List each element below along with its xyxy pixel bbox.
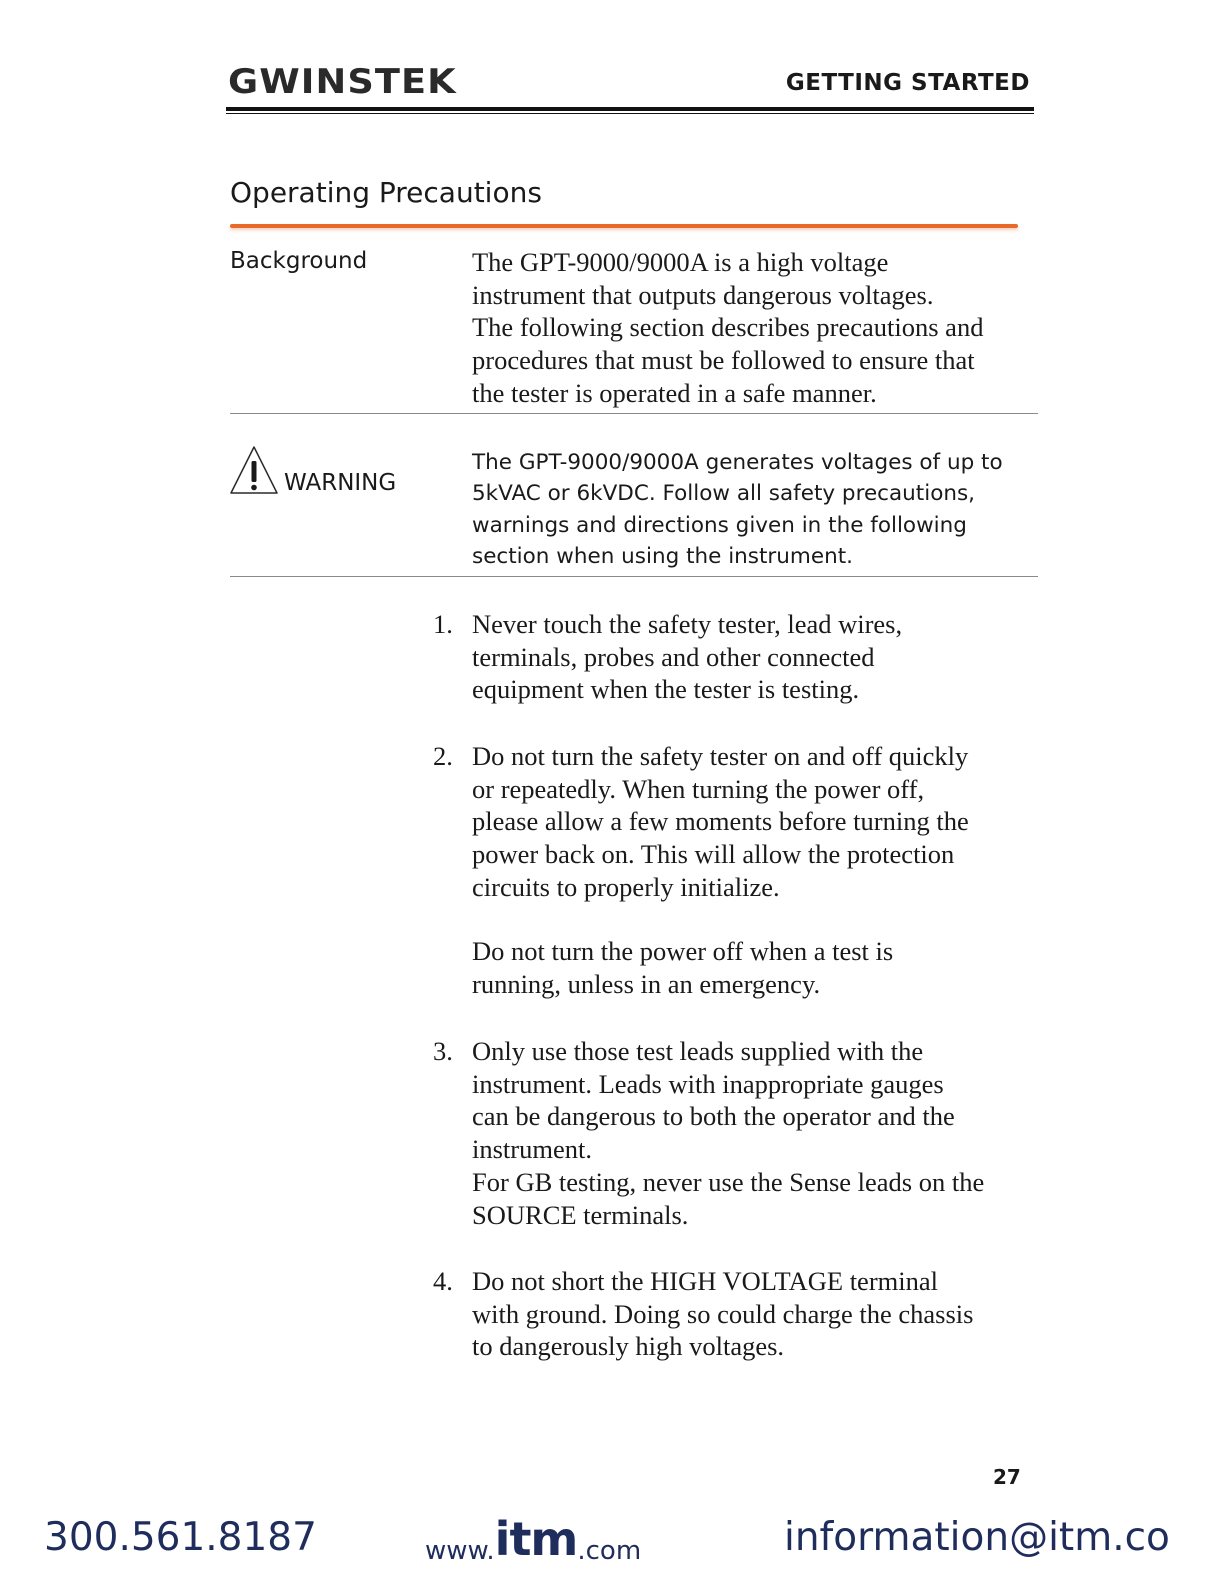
footer-web-prefix: www. xyxy=(425,1536,495,1566)
precaution-item xyxy=(472,1035,1042,1231)
item-line: please allow a few moments before turning the xyxy=(472,806,969,837)
item-line: to dangerously high voltages. xyxy=(472,1331,785,1362)
footer-phone[interactable]: 300.561.8187 xyxy=(44,1515,317,1560)
warning-line: section when using the instrument. xyxy=(472,544,853,570)
item-line: or repeatedly. When turning the power off, xyxy=(472,773,925,804)
item-number: 1. xyxy=(433,609,453,639)
warning-line: warnings and directions given in the following xyxy=(472,512,967,538)
item-line: instrument. Leads with inappropriate gauges xyxy=(472,1068,944,1099)
item-line: equipment when the tester is testing. xyxy=(472,674,860,705)
background-line: the tester is operated in a safe manner. xyxy=(472,377,877,408)
precaution-item xyxy=(472,740,1042,904)
background-text xyxy=(472,246,1042,410)
precaution-item-note xyxy=(472,935,1042,1000)
item-line: with ground. Doing so could charge the chassis xyxy=(472,1298,974,1329)
item-line: instrument. xyxy=(472,1134,592,1165)
item-line: Only use those test leads supplied with the xyxy=(472,1036,924,1066)
page-number: 27 xyxy=(993,1465,1021,1489)
item-line: terminals, probes and other connected xyxy=(472,641,875,672)
item-line: running, unless in an emergency. xyxy=(472,968,821,999)
section-header: GETTING STARTED xyxy=(785,70,1030,96)
itm-logo: itm xyxy=(494,1512,578,1566)
row-divider xyxy=(230,413,1038,414)
item-number: 2. xyxy=(433,741,453,771)
footer-website[interactable] xyxy=(425,1512,642,1566)
item-line: Do not short the HIGH VOLTAGE terminal xyxy=(472,1266,938,1296)
footer-web-suffix: .com xyxy=(577,1536,642,1566)
item-line: circuits to properly initialize. xyxy=(472,871,780,902)
footer-email[interactable]: information@itm.co xyxy=(784,1515,1170,1560)
item-number: 3. xyxy=(433,1036,453,1066)
warning-text xyxy=(472,447,1032,573)
warning-triangle-icon xyxy=(229,445,279,495)
background-label: Background xyxy=(230,248,368,274)
item-line: power back on. This will allow the protection xyxy=(472,839,955,870)
item-line: Do not turn the safety tester on and off quickly xyxy=(472,741,969,771)
header-rule-thin xyxy=(226,113,1034,114)
precaution-item xyxy=(472,608,1042,706)
header-rule xyxy=(226,107,1034,111)
background-line: procedures that must be followed to ensure that xyxy=(472,345,975,376)
item-line: Do not turn the power off when a test is xyxy=(472,936,894,966)
row-divider xyxy=(230,576,1038,577)
item-line: SOURCE terminals. xyxy=(472,1199,689,1230)
background-line: instrument that outputs dangerous voltages. xyxy=(472,279,934,310)
title-accent-rule xyxy=(230,224,1018,228)
item-line: can be dangerous to both the operator and the xyxy=(472,1101,955,1132)
warning-line: 5kVAC or 6kVDC. Follow all safety precautions, xyxy=(472,481,976,507)
background-line: The following section describes precautions and xyxy=(472,312,984,343)
warning-line: The GPT-9000/9000A generates voltages of up to xyxy=(472,450,1003,475)
background-line: The GPT-9000/9000A is a high voltage xyxy=(472,247,889,277)
warning-label: WARNING xyxy=(284,470,397,496)
precaution-item xyxy=(472,1265,1042,1363)
gwinstek-logo: GWINSTEK xyxy=(228,62,457,102)
item-line: Never touch the safety tester, lead wires, xyxy=(472,609,903,639)
item-number: 4. xyxy=(433,1266,453,1296)
page-title: Operating Precautions xyxy=(230,176,542,209)
item-line: For GB testing, never use the Sense leads on the xyxy=(472,1166,985,1197)
